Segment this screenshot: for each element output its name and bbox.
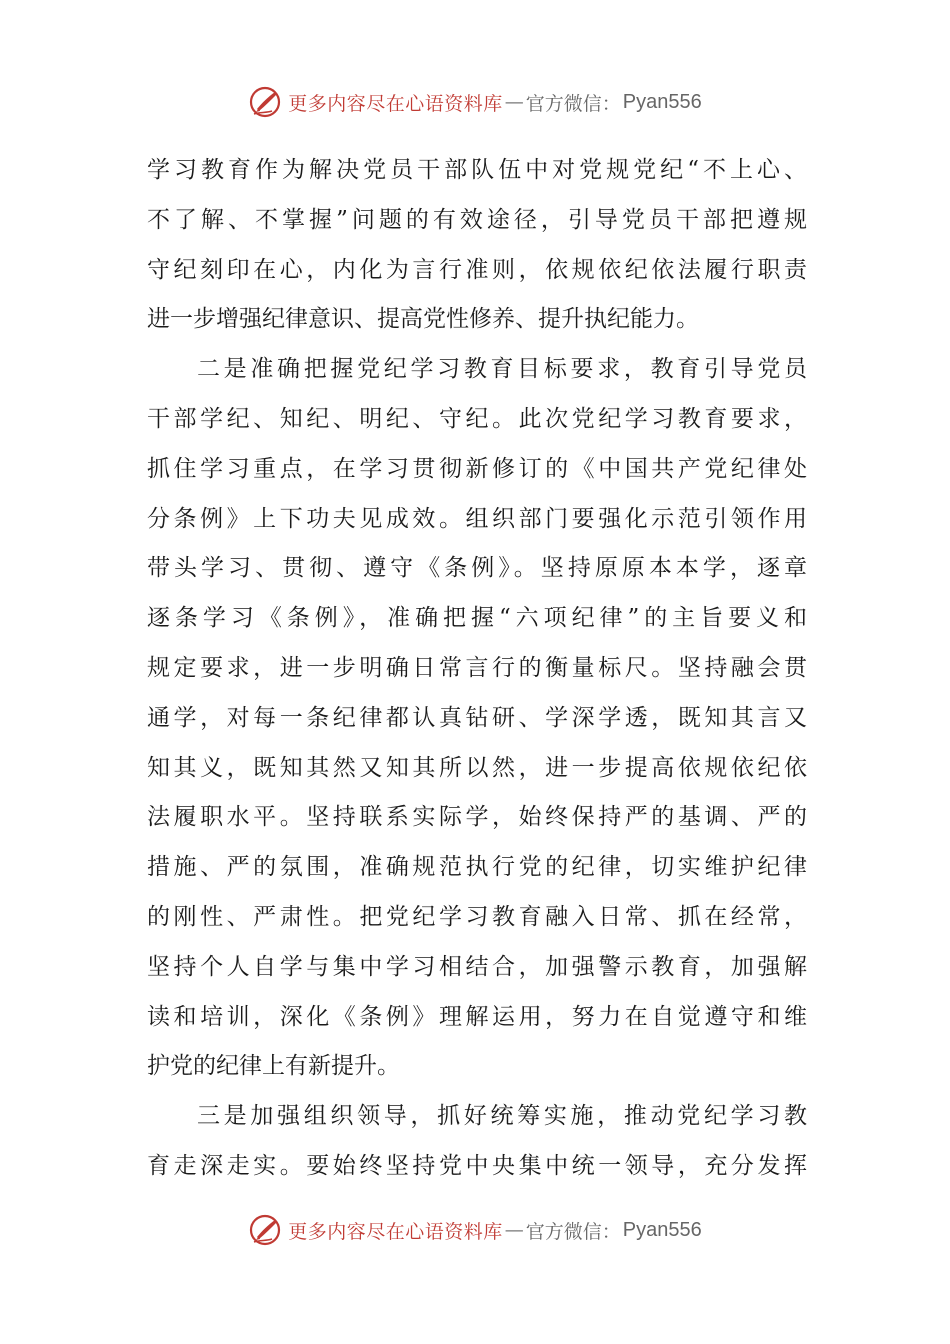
text-line: 的刚性、严肃性。把党纪学习教育融入日常、抓在经常， — [147, 903, 807, 930]
watermark-sub-text: 官方微信： — [525, 1220, 621, 1243]
watermark-dash: — — [504, 91, 524, 113]
watermark-id: Pyan556 — [622, 90, 702, 113]
text-line: 法履职水平。坚持联系实际学，始终保持严的基调、严的 — [147, 804, 807, 831]
text-line: 坚持个人自学与集中学习相结合，加强警示教育，加强解 — [147, 953, 807, 980]
text-line: 护党的纪律上有新提升。 — [147, 1053, 400, 1080]
document-body — [147, 146, 807, 1192]
paragraph-start-line: 二是准确把握党纪学习教育目标要求，教育引导党员 — [197, 356, 807, 383]
paragraph-start-line: 三是加强组织领导，抓好统筹实施，推动党纪学习教 — [197, 1103, 807, 1130]
text-line: 不了解、不掌握”问题的有效途径，引导党员干部把遵规 — [147, 206, 807, 233]
pen-logo-icon — [248, 1213, 282, 1247]
text-line: 进一步增强纪律意识、提高党性修养、提升执纪能力。 — [147, 306, 699, 333]
text-line: 育走深走实。要始终坚持党中央集中统一领导，充分发挥 — [147, 1152, 807, 1179]
pen-logo-icon — [248, 85, 282, 119]
text-line: 学习教育作为解决党员干部队伍中对党规党纪“不上心、 — [147, 157, 807, 183]
text-line: 通学，对每一条纪律都认真钻研、学深学透，既知其言又 — [147, 704, 807, 731]
watermark-sub-text: 官方微信： — [525, 92, 621, 115]
text-line: 逐条学习《条例》，准确把握“六项纪律”的主旨要义和 — [147, 605, 807, 632]
text-line: 抓住学习重点，在学习贯彻新修订的《中国共产党纪律处 — [147, 455, 807, 482]
header-watermark — [0, 82, 950, 122]
watermark-dash: — — [504, 1219, 524, 1241]
text-line: 带头学习、贯彻、遵守《条例》。坚持原原本本学，逐章 — [147, 555, 807, 582]
watermark-main-text: 更多内容尽在心语资料库 — [288, 92, 503, 115]
text-line: 干部学纪、知纪、明纪、守纪。此次党纪学习教育要求， — [147, 405, 807, 432]
text-line: 守纪刻印在心，内化为言行准则，依规依纪依法履行职责 — [147, 256, 807, 283]
watermark-id: Pyan556 — [622, 1218, 702, 1241]
text-line: 分条例》上下功夫见成效。组织部门要强化示范引领作用 — [147, 505, 807, 532]
text-line: 规定要求，进一步明确日常言行的衡量标尺。坚持融会贯 — [147, 654, 807, 681]
text-line: 措施、严的氛围，准确规范执行党的纪律，切实维护纪律 — [147, 854, 807, 881]
text-line: 知其义，既知其然又知其所以然，进一步提高依规依纪依 — [147, 754, 807, 781]
text-line: 读和培训，深化《条例》理解运用，努力在自觉遵守和维 — [147, 1003, 807, 1030]
footer-watermark — [0, 1210, 950, 1250]
watermark-main-text: 更多内容尽在心语资料库 — [288, 1220, 503, 1243]
